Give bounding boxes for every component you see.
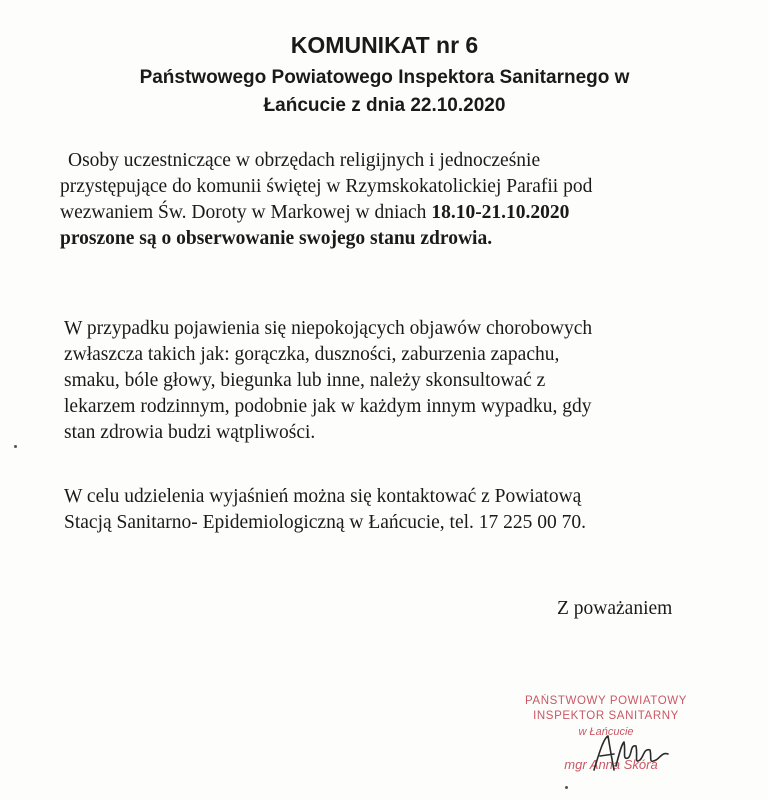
document-title: KOMUNIKAT nr 6 <box>290 32 479 58</box>
paragraph-2-line-3: smaku, bóle głowy, biegunka lub inne, należy skonsultować z <box>64 370 546 391</box>
stamp-name: mgr Anna Skóra <box>564 757 658 772</box>
paragraph-1-line-3 <box>60 200 724 226</box>
scan-speck <box>565 786 568 789</box>
paragraph-2-line-5: stan zdrowia budzi wątpliwości. <box>64 422 316 443</box>
paragraph-symptoms <box>64 316 724 446</box>
paragraph-1-line-1: Osoby uczestniczące w obrzędach religijnych i jednocześnie <box>68 150 541 171</box>
paragraph-contact <box>64 484 724 536</box>
handwritten-signature <box>586 730 676 780</box>
stamp-line-3: w Łańcucie <box>578 726 634 738</box>
subtitle-line-2: Łańcucie z dnia 22.10.2020 <box>263 95 506 116</box>
stamp-line-1: PAŃSTWOWY POWIATOWY <box>525 695 687 707</box>
paragraph-1-line-3-text: wezwaniem Św. Doroty w Markowej w dniach <box>60 202 432 223</box>
paragraph-3-line-2: Stacją Sanitarno- Epidemiologiczną w Łańcucie, tel. 17 225 00 70. <box>64 512 587 533</box>
stamp-line-2: INSPEKTOR SANITARNY <box>533 710 679 722</box>
paragraph-2-line-2: zwłaszcza takich jak: gorączka, duszności, zaburzenia zapachu, <box>64 344 560 365</box>
paragraph-3-line-1: W celu udzielenia wyjaśnień można się kontaktować z Powiatową <box>64 486 582 507</box>
subtitle-line-1: Państwowego Powiatowego Inspektora Sanitarnego w <box>139 67 630 88</box>
paragraph-attendees <box>60 148 724 252</box>
scan-speck <box>14 445 17 448</box>
date-range: 18.10-21.10.2020 <box>431 202 570 223</box>
paragraph-1-line-4: proszone są o obserwowanie swojego stanu zdrowia. <box>60 228 493 249</box>
paragraph-1-line-2: przystępujące do komunii świętej w Rzymskokatolickiej Parafii pod <box>60 176 593 197</box>
closing-salutation: Z poważaniem <box>557 598 673 619</box>
document-subtitle <box>40 64 729 120</box>
paragraph-2-line-4: lekarzem rodzinnym, podobnie jak w każdym innym wypadku, gdy <box>64 396 592 417</box>
paragraph-2-line-1: W przypadku pojawienia się niepokojących objawów chorobowych <box>64 318 593 339</box>
